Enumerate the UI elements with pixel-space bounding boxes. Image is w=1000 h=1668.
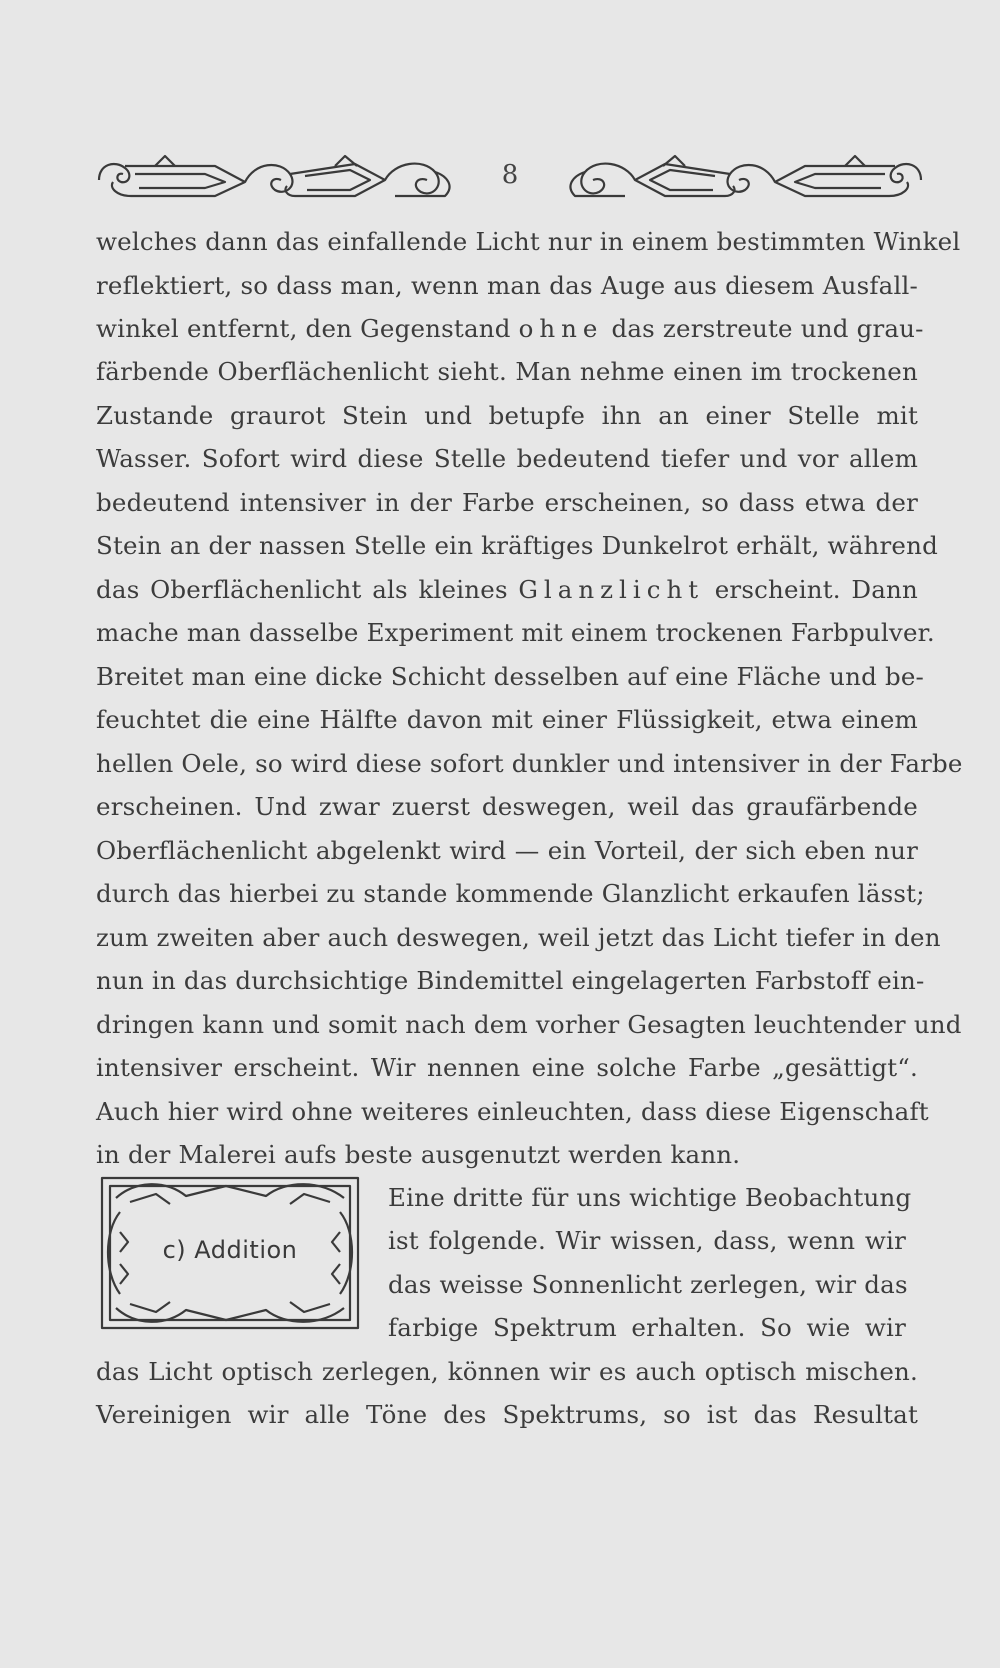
text-line: Oberflächenlicht abgelenkt wird — ein Vorteil, der sich eben nur — [96, 836, 918, 865]
text-line: farbige Spektrum erhalten. So wie wir — [388, 1313, 906, 1342]
text-line: ist folgende. Wir wissen, dass, wenn wir — [388, 1226, 906, 1255]
spaced-emphasis-word: ohne — [518, 314, 604, 343]
text-line: Eine dritte für uns wichtige Beobachtung — [388, 1183, 912, 1212]
text-line: feuchtet die eine Hälfte davon mit einer Flüssigkeit, etwa einem — [96, 705, 918, 734]
text-fragment: das zerstreute und grau- — [611, 314, 924, 343]
text-line: durch das hierbei zu stande kommende Glanzlicht erkaufen lässt; — [96, 879, 925, 908]
sidenote-label: c) Addition — [162, 1236, 298, 1264]
text-line: Breitet man eine dicke Schicht desselben auf eine Fläche und be- — [96, 662, 925, 691]
text-line: Vereinigen wir alle Töne des Spektrums, so ist das Resultat — [96, 1400, 918, 1429]
text-line: Zustande graurot Stein und betupfe ihn an einer Stelle mit — [96, 401, 918, 430]
text-fragment: winkel entfernt, den Gegenstand — [96, 314, 511, 343]
text-line: nun in das durchsichtige Bindemittel eingelagerten Farbstoff ein- — [96, 966, 925, 995]
text-line: bedeutend intensiver in der Farbe erscheinen, so dass etwa der — [96, 488, 918, 517]
text-line: erscheinen. Und zwar zuerst deswegen, weil das graufärbende — [96, 792, 918, 821]
text-line — [96, 314, 924, 344]
text-line: das Licht optisch zerlegen, können wir es auch optisch mischen. — [96, 1357, 918, 1386]
text-line: mache man dasselbe Experiment mit einem trockenen Farbpulver. — [96, 618, 935, 647]
text-line: Auch hier wird ohne weiteres einleuchten, dass diese Eigenschaft — [96, 1097, 929, 1126]
text-line: Wasser. Sofort wird diese Stelle bedeutend tiefer und vor allem — [96, 444, 918, 473]
text-line: welches dann das einfallende Licht nur in einem bestimmten Winkel — [96, 227, 961, 256]
art-nouveau-scroll-ornament-icon — [555, 152, 925, 208]
spaced-emphasis-word: Glanzlicht — [518, 575, 705, 604]
page-number: 8 — [501, 160, 519, 190]
page-header — [95, 150, 925, 210]
text-fragment: das Oberflächenlicht als kleines — [96, 575, 508, 604]
text-line: das weisse Sonnenlicht zerlegen, wir das — [388, 1270, 908, 1299]
text-line: färbende Oberflächenlicht sieht. Man nehme einen im trockenen — [96, 357, 918, 386]
sidenote-box — [96, 1172, 364, 1334]
text-line: zum zweiten aber auch deswegen, weil jetzt das Licht tiefer in den — [96, 923, 941, 952]
text-line: in der Malerei aufs beste ausgenutzt werden kann. — [96, 1140, 741, 1169]
text-line: reflektiert, so dass man, wenn man das Auge aus diesem Ausfall- — [96, 271, 918, 300]
text-line: hellen Oele, so wird diese sofort dunkler und intensiver in der Farbe — [96, 749, 963, 778]
text-line — [96, 575, 918, 605]
text-fragment: erscheint. Dann — [714, 575, 918, 604]
text-line: Stein an der nassen Stelle ein kräftiges Dunkelrot erhält, während — [96, 531, 938, 560]
text-line: dringen kann und somit nach dem vorher Gesagten leuchtender und — [96, 1010, 962, 1039]
text-line: intensiver erscheint. Wir nennen eine solche Farbe „gesättigt“. — [96, 1053, 918, 1082]
